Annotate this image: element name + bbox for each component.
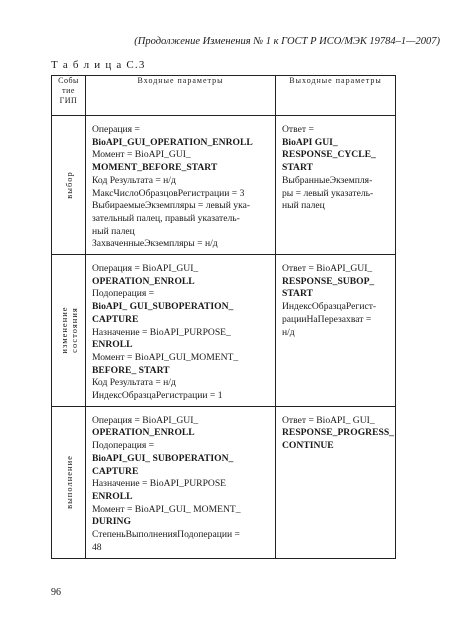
output-param-line: CONTINUE [282,440,334,452]
input-param-line: Назначение = BioAPI_PURPOSE [92,478,227,490]
input-param-line: МаксЧислоОбразцовРегистрации = 3 [92,187,245,199]
output-param-line: START [282,288,313,300]
output-param-line: Ответ = BioAPI_GUI_ [282,263,373,275]
event-label [59,307,79,354]
running-header: (Продолжение Изменения № 1 к ГОСТ Р ИСО/МЭК 19784–1—2007) [134,36,440,47]
input-param-line: DURING [92,516,131,528]
input-param-line: MOMENT_BEFORE_START [92,162,218,174]
output-param-line: рацииНаПерезахват = [282,313,372,325]
input-params-cell [86,406,276,558]
parameters-table [51,75,396,559]
output-param-line: ВыбранныеЭкземпля- [282,174,373,186]
input-param-line: Код Результата = н/д [92,174,176,186]
input-param-line: СтепеньВыполненияПодоперации = [92,529,240,541]
input-param-line: BioAPI_ GUI_SUBOPERATION_ [92,301,234,313]
input-param-line: Подоперация = [92,440,155,452]
input-params-cell [86,255,276,407]
input-param-line: CAPTURE [92,465,139,477]
input-param-line: ВыбираемыеЭкземпляры = левый ука- [92,200,251,212]
output-param-line: RESPONSE_CYCLE_ [282,149,376,161]
event-cell [52,255,86,407]
input-param-line: ENROLL [92,490,133,502]
event-cell [52,116,86,255]
event-label-line: состояния [68,307,79,354]
event-label [64,455,74,509]
input-param-line: Момент = BioAPI_GUI_MOMENT_ [92,351,239,363]
input-param-line: 48 [92,541,102,553]
input-param-line: BioAPI_GUI_OPERATION_ENROLL [92,136,253,148]
input-param-line: OPERATION_ENROLL [92,427,195,439]
table-row [52,406,396,558]
output-param-line: ИндексОбразцаРегист- [282,301,377,313]
page-number: 96 [51,587,61,598]
output-params-cell [276,255,396,407]
input-param-line: ИндексОбразцаРегистрации = 1 [92,390,223,402]
input-param-line: ЗахваченныеЭкземпляры = н/д [92,238,218,250]
output-param-line: ный палец [282,200,325,212]
input-param-line: Подоперация = [92,288,155,300]
output-param-line: BioAPI GUI_ [282,136,338,148]
output-param-line: RESPONSE_PROGRESS_ [282,427,394,439]
input-param-line: Назначение = BioAPI_PURPOSE_ [92,326,231,338]
input-param-line: Момент = BioAPI_GUI_ [92,149,191,161]
event-label-line: выбор [63,171,74,199]
output-param-line: н/д [282,326,295,338]
input-param-line: BEFORE_ START [92,364,170,376]
input-param-line: CAPTURE [92,313,139,325]
header-event-cell [52,76,86,116]
table-row [52,255,396,407]
input-params-cell [86,116,276,255]
input-param-line: Код Результата = н/д [92,377,176,389]
input-param-line: OPERATION_ENROLL [92,275,195,287]
input-param-line: Операция = BioAPI_GUI_ [92,414,199,426]
event-label-line: выполнение [63,455,74,510]
input-param-line: Операция = [92,124,140,135]
event-label [64,171,74,199]
output-param-line: Ответ = [282,124,314,135]
header-event-line: ГИП [59,96,78,105]
table-row [52,116,396,255]
input-param-line: Момент = BioAPI_GUI_ MOMENT_ [92,503,241,515]
table-title: Т а б л и ц а С.3 [51,59,146,71]
header-input-params: Входные параметры [86,76,276,116]
header-event-line: Собы [58,76,79,85]
output-param-line: Ответ = BioAPI_ GUI_ [282,414,375,426]
output-params-cell [276,116,396,255]
output-params-cell [276,406,396,558]
input-param-line: ENROLL [92,339,133,351]
output-param-line: ры = левый указатель- [282,187,374,199]
event-label-line: изменение [58,306,69,354]
output-param-line: RESPONSE_SUBOP_ [282,275,375,287]
input-param-line: BioAPI_GUI_ SUBOPERATION_ [92,452,234,464]
input-param-line: ный палец [92,225,135,237]
event-cell [52,406,86,558]
header-output-params: Выходные параметры [276,76,396,116]
input-param-line: зательный палец, правый указатель- [92,212,240,224]
output-param-line: START [282,162,313,174]
input-param-line: Операция = BioAPI_GUI_ [92,263,199,275]
header-event-line: тие [62,86,75,95]
table-header-row [52,76,396,116]
